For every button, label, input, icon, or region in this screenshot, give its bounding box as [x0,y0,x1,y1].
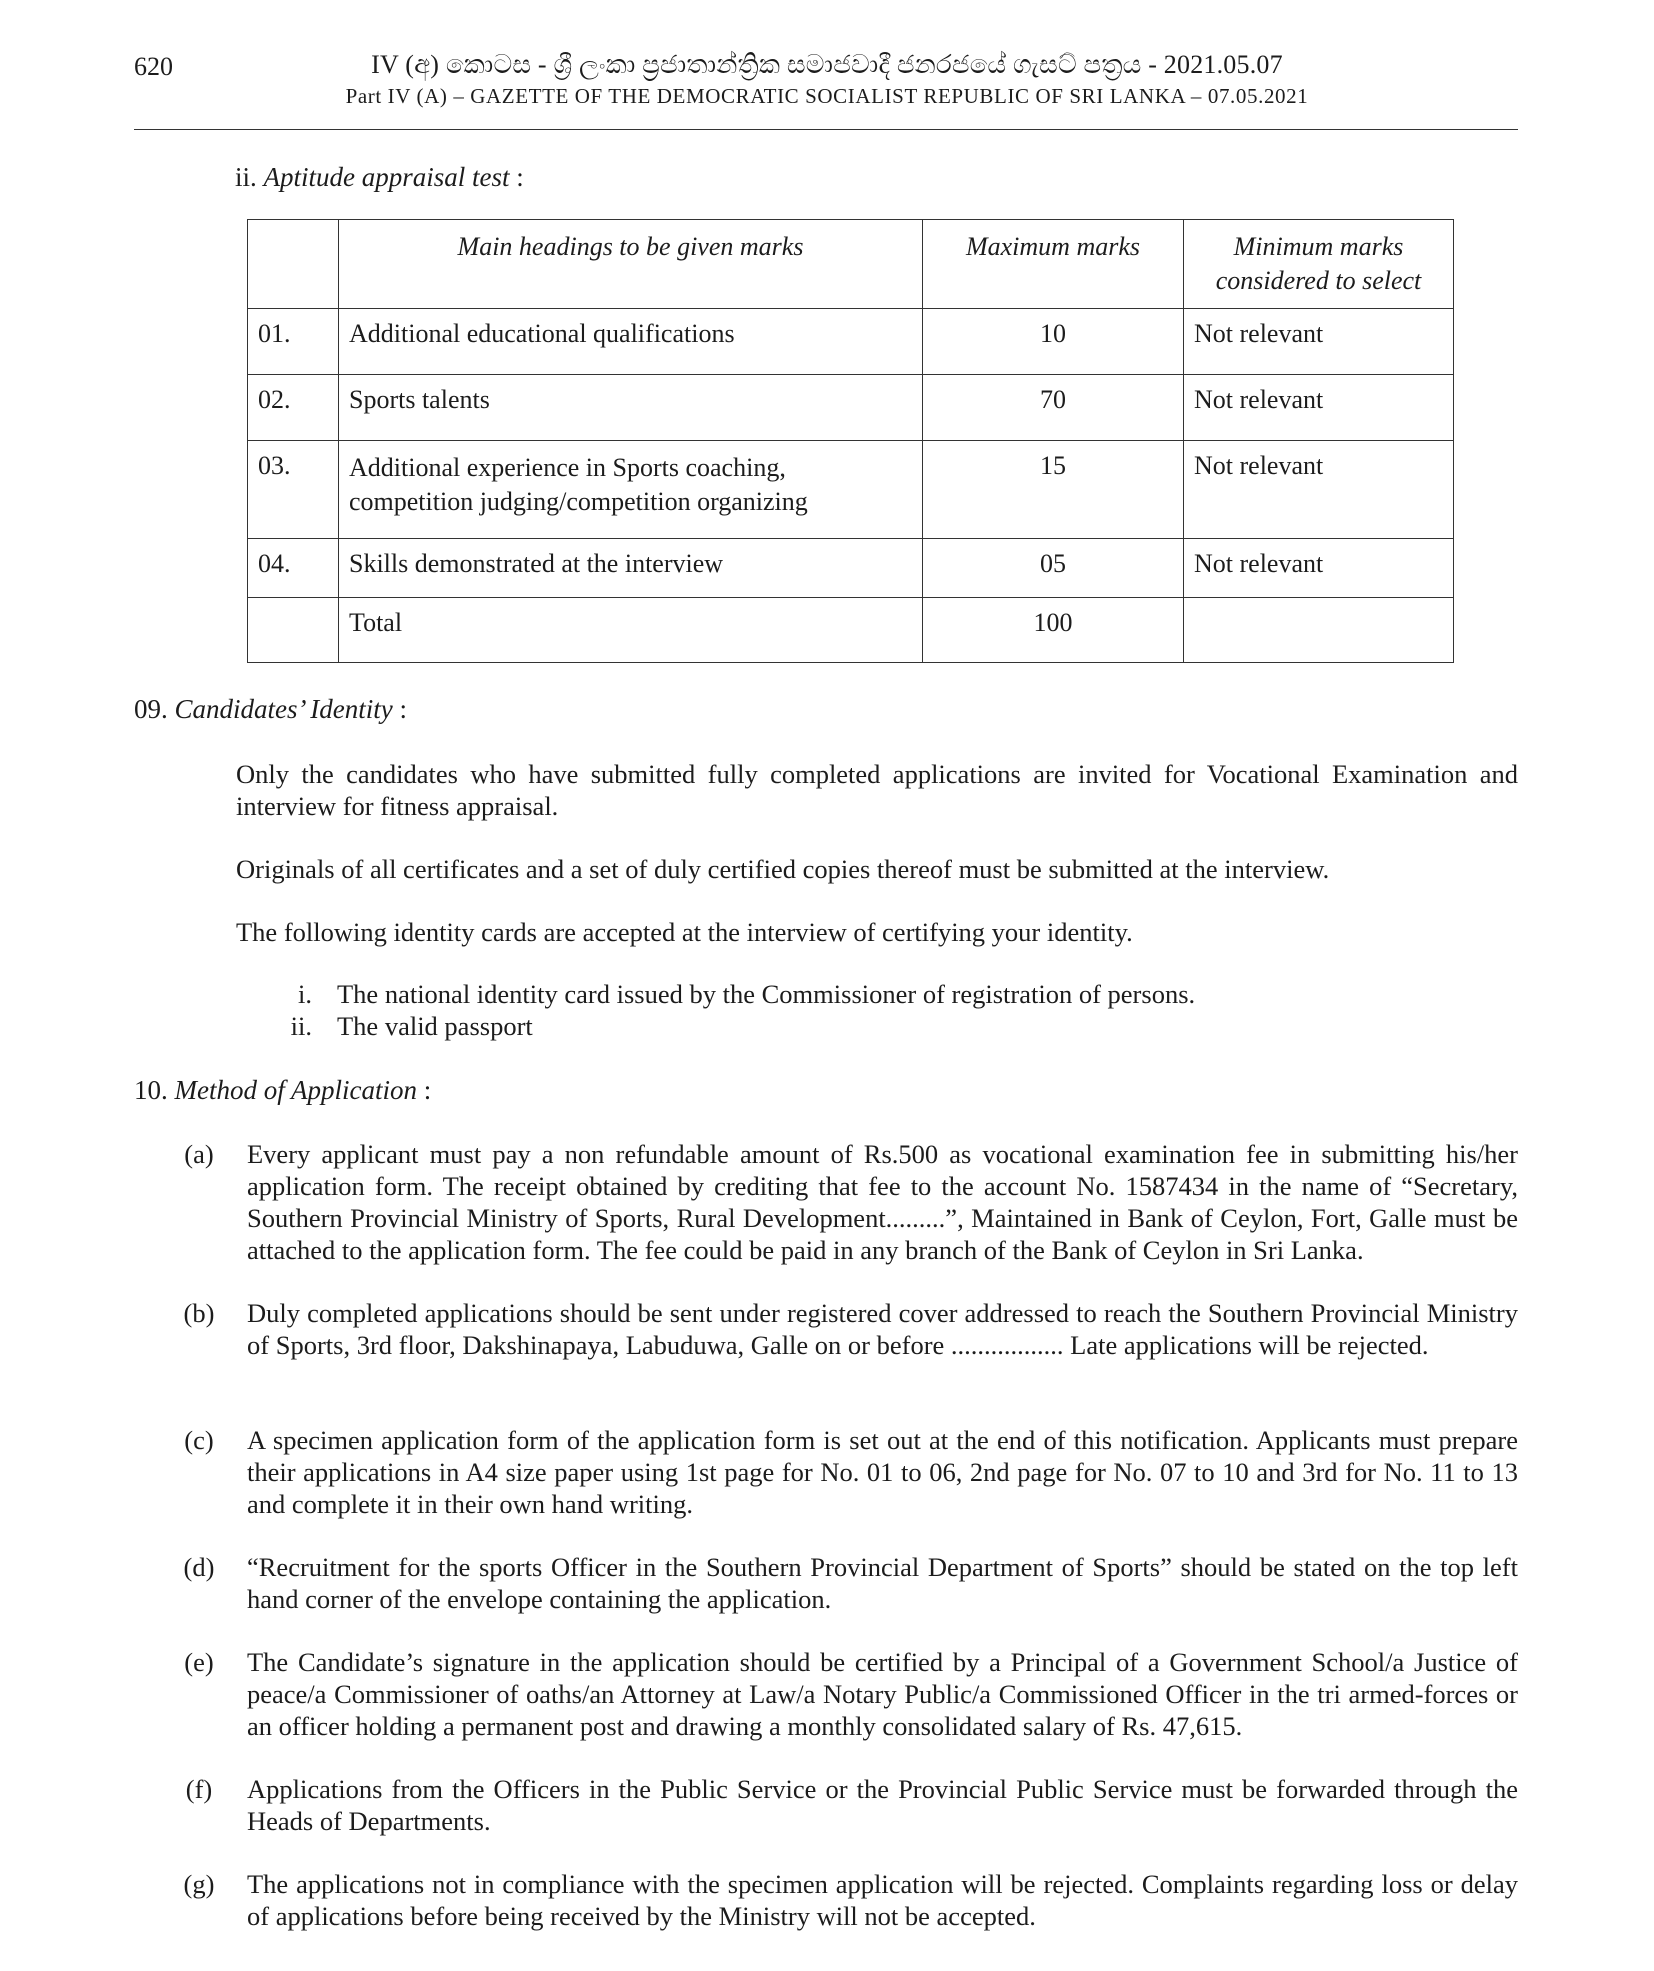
table-header-row [248,220,1454,309]
item-letter: (d) [183,1552,215,1582]
row-min-marks: Not relevant [1184,375,1454,441]
row-number: 03. [248,441,339,539]
aptitude-colon: : [516,162,524,192]
application-item-d [170,1551,1518,1615]
row-heading: Additional educational qualifications [339,309,923,375]
identity-paragraph-3: The following identity cards are accepted at the interview of certifying your identity. [236,917,1133,947]
header-divider [134,129,1518,130]
identity-paragraph-2: Originals of all certificates and a set of duly certified copies thereof must be submitted at the interview. [236,854,1330,884]
row-max-marks: 05 [923,539,1184,598]
application-item-c [170,1424,1518,1520]
row-heading: Skills demonstrated at the interview [339,539,923,598]
row-min-marks: Not relevant [1184,309,1454,375]
header-main-headings: Main headings to be given marks [339,220,923,309]
row-number: 04. [248,539,339,598]
gazette-title-sinhala: IV (අ) කොටස - ශ්‍රී ලංකා ප්‍රජාතාන්ත්‍රික සමාජවාදී ජනරජයේ ගැසට් පත්‍රය - 2021.05.07 [371,50,1283,79]
item-text: A specimen application form of the application form is set out at the end of this notification. Applicants must prepare their applications in A4 size paper using 1st page for No. 01 to 06, 2nd page for No. 07 to 10 and 3rd for No. 11 to 13 and complete it in their own hand writing. [247,1425,1518,1519]
total-number-cell [248,598,339,663]
header-min-marks: Minimum marks considered to select [1184,220,1454,309]
header-no-cell [248,220,339,309]
aptitude-number: ii. [235,162,257,192]
table-row [248,539,1454,598]
list-item-text: The national identity card issued by the Commissioner of registration of persons. [337,979,1196,1009]
aptitude-heading [235,162,524,193]
row-number: 02. [248,375,339,441]
page-number: 620 [134,52,173,81]
total-min-cell [1184,598,1454,663]
row-min-marks: Not relevant [1184,441,1454,539]
list-item-number: i. [298,979,312,1009]
item-letter: (c) [184,1425,214,1455]
method-heading [134,1075,431,1106]
method-title: Method of Application [174,1075,417,1105]
item-text: The applications not in compliance with the specimen application will be rejected. Complaints regarding loss or delay of applications before being received by the Ministry will not be accepted. [247,1869,1518,1931]
list-item-number: ii. [290,1011,312,1041]
item-text: Every applicant must pay a non refundable amount of Rs.500 as vocational examination fee in submitting his/her application form. The receipt obtained by crediting that fee to the account No. 1587434 in the name of “Secretary, Southern Provincial Ministry of Sports, Rural Development.........”, Maintained in Bank of Ceylon, Fort, Galle must be attached to the application form. The fee could be paid in any branch of the Bank of Ceylon in Sri Lanka. [247,1139,1518,1265]
row-heading: Sports talents [339,375,923,441]
row-heading: Additional experience in Sports coaching, competition judging/competition organizing [339,441,923,539]
row-number: 01. [248,309,339,375]
identity-colon: : [399,694,407,724]
identity-heading [134,694,407,725]
item-letter: (g) [183,1869,215,1899]
identity-number: 09. [134,694,168,724]
item-text: Duly completed applications should be sent under registered cover addressed to reach the Southern Provincial Ministry of Sports, 3rd floor, Dakshinapaya, Labuduwa, Galle on or before ................. Late applications will be rejected. [247,1298,1518,1360]
row-min-marks: Not relevant [1184,539,1454,598]
table-row [248,441,1454,539]
row-max-marks: 70 [923,375,1184,441]
identity-title: Candidates’ Identity [174,694,393,724]
aptitude-title: Aptitude appraisal test [263,162,510,192]
list-item-text: The valid passport [337,1011,533,1041]
identity-paragraph-1: Only the candidates who have submitted fully completed applications are invited for Vocational Examination and interview for fitness appraisal. [236,759,1518,821]
method-number: 10. [134,1075,168,1105]
application-item-a [170,1138,1518,1266]
application-item-f [170,1773,1518,1837]
application-item-e [170,1646,1518,1742]
table-row [248,375,1454,441]
row-max-marks: 15 [923,441,1184,539]
application-item-b [170,1297,1518,1361]
header-max-marks: Maximum marks [923,220,1184,309]
total-value: 100 [923,598,1184,663]
total-label: Total [339,598,923,663]
item-letter: (e) [184,1647,214,1677]
gazette-title-english: Part IV (A) – GAZETTE OF THE DEMOCRATIC SOCIALIST REPUBLIC OF SRI LANKA – 07.05.2021 [345,84,1309,108]
item-text: “Recruitment for the sports Officer in the Southern Provincial Department of Sports” should be stated on the top left hand corner of the envelope containing the application. [247,1552,1518,1614]
table-row [248,309,1454,375]
method-colon: : [423,1075,432,1105]
item-text: Applications from the Officers in the Public Service or the Provincial Public Service must be forwarded through the Heads of Departments. [247,1774,1518,1836]
item-letter: (f) [185,1774,213,1804]
item-letter: (a) [184,1139,214,1169]
item-letter: (b) [183,1298,215,1328]
table-total-row [248,598,1454,663]
row-max-marks: 10 [923,309,1184,375]
application-item-g [170,1868,1518,1932]
aptitude-marks-table [247,219,1454,663]
item-text: The Candidate’s signature in the application should be certified by a Principal of a Government School/a Justice of peace/a Commissioner of oaths/an Attorney at Law/a Notary Public/a Commissioned Officer in the tri armed-forces or an officer holding a permanent post and drawing a monthly consolidated salary of Rs. 47,615. [247,1647,1518,1741]
